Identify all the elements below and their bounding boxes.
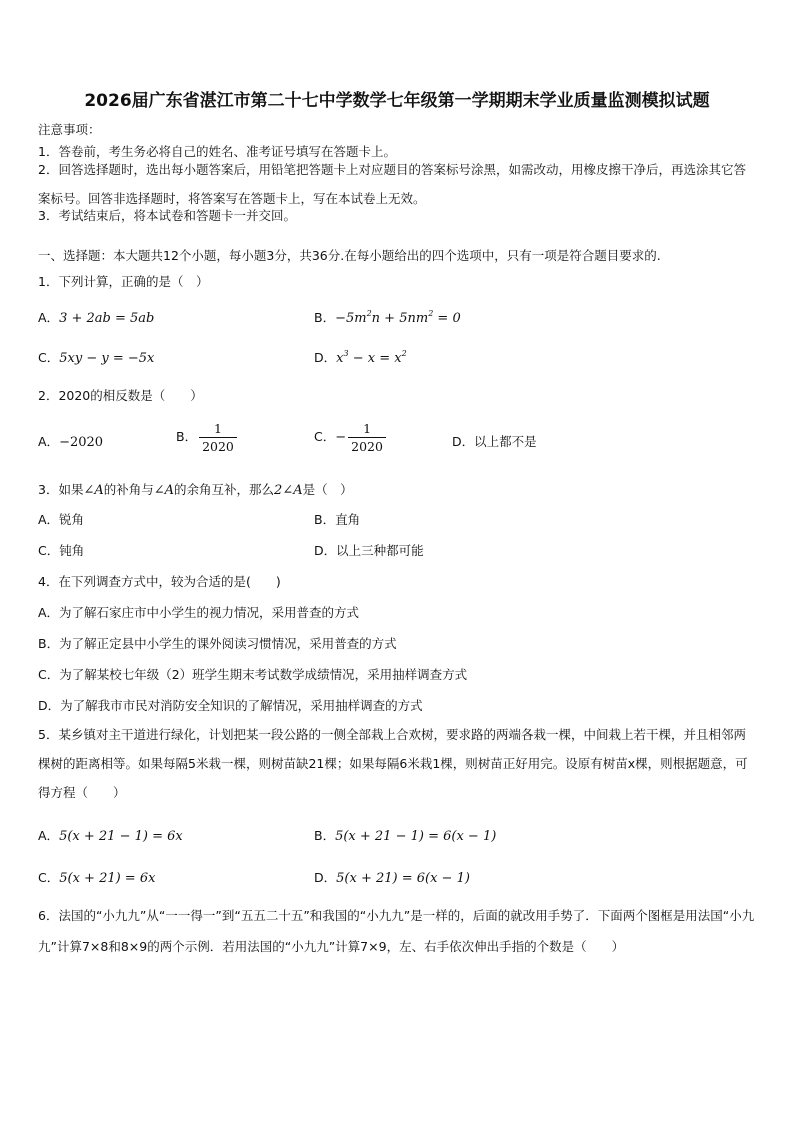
q2-option-b: B． $\frac{1}{2020}$ (176, 420, 239, 455)
notice-item-1: 1．答卷前，考生务必将自己的姓名、准考证号填写在答题卡上。 (38, 144, 396, 159)
question-2-stem: 2．2020的相反数是（ ） (38, 388, 203, 403)
q4-option-b: B．为了解正定县中小学生的课外阅读习惯情况，采用普查的方式 (38, 636, 397, 651)
option-a-text: −2020 (59, 435, 104, 450)
q5-option-b: B．5(x + 21 − 1) = 6(x − 1) (314, 828, 497, 844)
question-3-stem: 3．如果∠A的补角与∠A的余角互补，那么2∠A是（ ） (38, 482, 353, 498)
q4-option-c: C．为了解某校七年级（2）班学生期末考试数学成绩情况，采用抽样调查方式 (38, 667, 468, 682)
q5-option-d: D．5(x + 21) = 6(x − 1) (314, 870, 470, 886)
option-label: A． (38, 310, 60, 325)
q1-option-d: D．$x^3 - x = x^2$ (314, 349, 407, 366)
fraction: $\frac{1}{2020}$ (348, 420, 386, 455)
q2-option-a: A．−2020 (38, 434, 104, 450)
notice-item-2: 2．回答选择题时，选出每小题答案后，用铅笔把答题卡上对应题目的答案标号涂黑，如需改动，用橡皮擦干净后，再选涂其它答案标号。回答非选择题时，将答案写在答题卡上，写在本试卷上无效。 (38, 162, 746, 206)
q2-option-c: C．− $\frac{1}{2020}$ (314, 420, 388, 455)
question-6-stem: 6．法国的“小九九”从“一一得一”到“五五二十五”和我国的“小九九”是一样的，后面的就改用手势了．下面两个图框是用法国“小九九”计算7×8和8×9的两个示例．若用法国的“小九九”计算7×9，左、右手依次伸出手指的个数是（ ） (38, 908, 755, 954)
section-heading: 一、选择题：本大题共12个小题，每小题3分，共36分.在每小题给出的四个选项中，只有一项是符合题目要求的. (38, 248, 661, 263)
notice-item-3: 3．考试结束后，将本试卷和答题卡一并交回。 (38, 208, 296, 223)
q1-option-c (38, 348, 154, 366)
q3-option-d: D．以上三种都可能 (314, 543, 424, 558)
q5-option-c: C．5(x + 21) = 6x (38, 870, 156, 886)
option-label: B． (314, 310, 336, 325)
option-label: C． (38, 350, 60, 365)
page-title: 2026届广东省湛江市第二十七中学数学七年级第一学期期末学业质量监测模拟试题 (84, 91, 710, 111)
q2-option-d: D．以上都不是 (452, 434, 537, 449)
question-5-stem: 5．某乡镇对主干道进行绿化，计划把某一段公路的一侧全部栽上合欢树，要求路的两端各栽一棵，中间栽上若干棵，并且相邻两棵树的距离相等。如果每隔5米栽一棵，则树苗缺21棵；如果每隔6米栽1棵，则树苗正好用完。设原有树苗x棵，则根据题意，可得方程（ ） (38, 727, 748, 800)
option-c-text: 5xy − y = −5x (59, 351, 155, 366)
fraction: $\frac{1}{2020}$ (199, 420, 237, 455)
q1-option-b: B．$-5m^2n + 5nm^2 = 0$ (314, 309, 461, 326)
q1-option-a (38, 308, 154, 326)
question-4-stem: 4．在下列调查方式中，较为合适的是( ) (38, 574, 281, 589)
q5-option-a: A．5(x + 21 − 1) = 6x (38, 828, 183, 844)
q4-option-a: A．为了解石家庄市中小学生的视力情况，采用普查的方式 (38, 605, 360, 620)
q3-option-b: B．直角 (314, 512, 361, 527)
q3-option-c: C．钝角 (38, 543, 85, 558)
q4-option-d: D．为了解我市市民对消防安全知识的了解情况，采用抽样调查的方式 (38, 698, 423, 713)
option-a-text: 3 + 2ab = 5ab (59, 311, 155, 326)
option-label: D． (314, 350, 337, 365)
q3-option-a: A．锐角 (38, 512, 85, 527)
notice-heading: 注意事项： (38, 122, 101, 137)
question-1-stem: 1．下列计算，正确的是（ ） (38, 274, 209, 289)
